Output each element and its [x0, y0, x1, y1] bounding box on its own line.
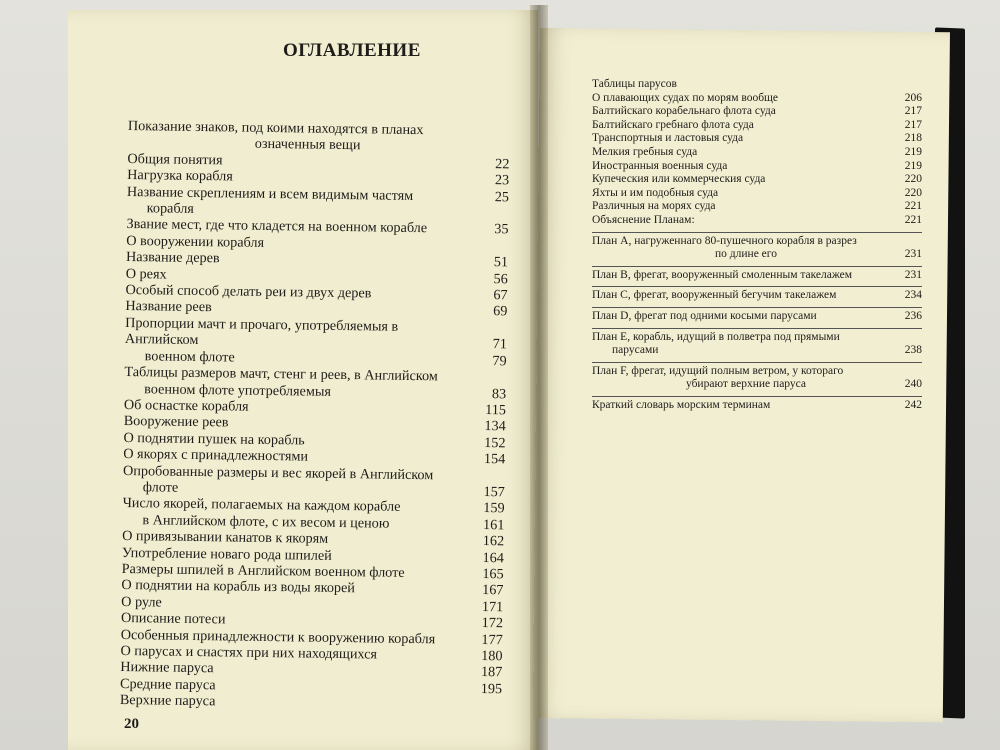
toc-entry-title: по длине его: [715, 248, 777, 261]
toc-entry-page: 171: [481, 598, 504, 616]
toc-entry: [592, 307, 922, 324]
toc-entry-page: 164: [482, 549, 505, 566]
toc-entry-page: 238: [904, 344, 922, 357]
toc-entry-page: 217: [904, 105, 922, 118]
toc-entry-page: 219: [904, 159, 922, 172]
toc-entry-title: Таблицы размеров мачт, стенг и реев, в Английском: [124, 364, 438, 385]
toc-entry: [592, 132, 922, 146]
toc-entry-page: 159: [483, 500, 505, 517]
toc-entry-page: 234: [904, 289, 922, 302]
toc-entry-title: Размеры шпилей в Английском военном флоте: [121, 560, 405, 581]
toc-entry-title: означенныя вещи: [254, 136, 361, 154]
toc-entry: [592, 328, 922, 345]
toc-entry-page: 154: [483, 451, 506, 468]
toc-entry-page: 25: [494, 188, 510, 205]
left-toc-list: [120, 118, 510, 714]
toc-entry-page: 240: [904, 378, 922, 391]
toc-entry: [592, 396, 922, 413]
toc-entry-title: О поднятии пушек на корабль: [123, 429, 305, 449]
toc-entry-title: Таблицы парусов: [592, 78, 677, 90]
toc-entry: [592, 266, 922, 283]
toc-entry-title: Особенныя принадлежности к вооружению корабля: [120, 626, 436, 647]
toc-entry: [592, 78, 922, 92]
toc-entry-page: 162: [482, 533, 505, 550]
toc-entry-page: 206: [904, 91, 922, 104]
toc-entry-page: 220: [904, 173, 922, 186]
page-number: 20: [124, 716, 139, 732]
toc-entry-page: 167: [482, 582, 504, 599]
toc-entry-title: Особый способ делать реи из двух дерев: [125, 282, 372, 302]
toc-entry: [592, 248, 922, 262]
toc-entry-title: План С, фрегат, вооруженный бегучим такелажем: [592, 289, 837, 302]
toc-entry-page: 161: [482, 516, 505, 534]
toc-entry-page: 195: [480, 680, 503, 698]
toc-entry-title: Нагрузка корабля: [127, 167, 233, 185]
toc-entry: [592, 146, 922, 160]
toc-entry-page: 236: [904, 309, 922, 322]
toc-entry-title: Иностранныя военныя суда: [592, 159, 728, 172]
toc-entry-title: Балтийскаго гребнаго флота суда: [592, 118, 754, 131]
toc-entry-page: 221: [904, 213, 922, 226]
toc-entry: [592, 344, 922, 358]
toc-entry-page: 217: [904, 118, 922, 131]
toc-entry-title: Краткий словарь морским терминам: [592, 398, 771, 411]
toc-entry-title: Различныя на морях суда: [592, 200, 716, 213]
toc-entry-title: О якорях с принадлежностями: [123, 446, 309, 465]
toc-entry-title: Название реев: [125, 298, 212, 316]
book-gutter: [530, 5, 548, 750]
toc-entry-title: О руле: [121, 593, 162, 611]
toc-entry-page: 157: [483, 483, 505, 501]
toc-entry-page: 115: [485, 401, 507, 419]
toc-entry-page: 79: [492, 352, 507, 369]
toc-entry-title: Показание знаков, под коими находятся в планах: [127, 118, 424, 139]
toc-entry-page: 231: [904, 248, 922, 261]
toc-entry-title: План А, нагруженнаго 80-пушечного корабля в разрез: [592, 234, 857, 247]
toc-entry: [125, 315, 507, 353]
toc-entry-title: Средние паруса: [119, 675, 216, 694]
toc-entry-title: Общия понятия: [127, 150, 223, 169]
toc-entry-title: О привязывании канатов к якорям: [122, 528, 329, 547]
toc-entry-page: 67: [493, 287, 508, 304]
toc-entry-title: Об оснастке корабля: [123, 396, 249, 415]
toc-entry-page: 220: [904, 186, 922, 199]
toc-entry-page: 219: [904, 145, 922, 158]
toc-entry-title: Употребление новаго рода шпилей: [121, 544, 332, 564]
right-toc-list: [592, 78, 922, 412]
toc-entry-page: 51: [493, 254, 509, 271]
toc-entry-page: 35: [494, 221, 509, 238]
toc-entry-title: О парусах и снастях при них находящихся: [120, 642, 378, 663]
toc-entry-title: О вооружении корабля: [126, 232, 265, 251]
toc-entry-page: 187: [480, 664, 503, 681]
toc-entry-page: 134: [484, 418, 506, 435]
toc-entry: [592, 173, 922, 187]
toc-entry-page: 231: [904, 268, 922, 281]
toc-entry: [592, 286, 922, 303]
toc-entry-page: 177: [481, 631, 503, 648]
toc-entry-title: О поднятии на корабль из воды якорей: [121, 577, 356, 597]
toc-entry-title: Название скреплениям и всем видимым частям: [126, 183, 414, 204]
toc-entry-page: 242: [904, 398, 922, 411]
toc-entry-page: 23: [494, 172, 510, 189]
toc-entry-title: убирают верхние паруса: [685, 378, 806, 391]
toc-entry: [592, 200, 922, 214]
toc-entry-title: Мелкия гребныя суда: [592, 145, 698, 158]
toc-entry-page: 180: [481, 647, 503, 665]
toc-entry-title: Яхты и им подобныя суда: [592, 186, 719, 199]
toc-entry-page: 172: [481, 615, 504, 632]
toc-entry-title: Вооружение реев: [123, 413, 229, 431]
toc-entry-title: Пропорции мачт и прочаго, употребляемыя в Английском: [124, 314, 399, 349]
toc-entry: [592, 187, 922, 201]
toc-entry-title: Опробованные размеры и вес якорей в Английском: [122, 462, 434, 483]
toc-entry-title: План F, фрегат, идущий полным ветром, у котораго: [592, 364, 844, 377]
toc-entry-title: Звание мест, где что кладется на военном корабле: [126, 216, 428, 237]
toc-entry-title: О плавающих судах по морям вообще: [592, 91, 779, 104]
toc-entry-title: Описание потеси: [120, 610, 226, 628]
toc-entry-title: флоте: [142, 479, 179, 496]
toc-entry-title: План Е, корабль, идущий в полветра под прямыми: [592, 330, 840, 343]
toc-entry-title: Транспортныя и ластовыя суда: [592, 132, 744, 145]
toc-entry-page: 56: [493, 270, 508, 287]
toc-entry-page: 71: [492, 336, 507, 353]
toc-entry-title: Купеческия или коммерческия суда: [592, 173, 766, 186]
toc-entry-title: парусами: [612, 344, 659, 357]
toc-entry: [592, 214, 922, 228]
toc-entry-title: Объяснение Планам:: [592, 213, 695, 226]
toc-entry-title: О реях: [125, 265, 167, 283]
toc-entry-page: 69: [493, 303, 508, 320]
toc-entry-title: Верхние паруса: [119, 692, 216, 710]
toc-entry: [592, 362, 922, 379]
toc-entry-title: Число якорей, полагаемых на каждом корабле: [122, 495, 401, 516]
toc-entry-page: 152: [484, 434, 506, 452]
toc-entry: [592, 160, 922, 174]
toc-entry-page: 218: [904, 132, 922, 145]
toc-entry: [592, 119, 922, 133]
toc-entry-title: План В, фрегат, вооруженный смоленным такелажем: [592, 268, 853, 281]
toc-title: ОГЛАВЛЕНИЕ: [283, 40, 421, 61]
toc-entry-title: Нижние паруса: [120, 659, 214, 677]
toc-entry-title: в Английском флоте, с их весом и ценою: [142, 511, 390, 532]
toc-entry-title: Название дерев: [125, 249, 220, 267]
toc-entry-title: Балтийскаго корабельнаго флота суда: [592, 105, 776, 118]
toc-entry-title: военном флоте: [144, 347, 235, 366]
toc-entry-page: 22: [495, 155, 510, 173]
toc-entry: [592, 92, 922, 106]
toc-entry-title: План D, фрегат под одними косыми парусами: [592, 309, 817, 322]
toc-entry-title: военном флоте употребляемыя: [144, 380, 332, 400]
toc-entry: [592, 378, 922, 392]
toc-entry-page: 221: [904, 200, 922, 213]
toc-entry: [592, 105, 922, 119]
toc-entry-page: 83: [491, 385, 507, 402]
toc-entry-page: 165: [482, 565, 504, 583]
toc-entry-title: корабля: [146, 200, 194, 217]
toc-entry: [592, 232, 922, 249]
